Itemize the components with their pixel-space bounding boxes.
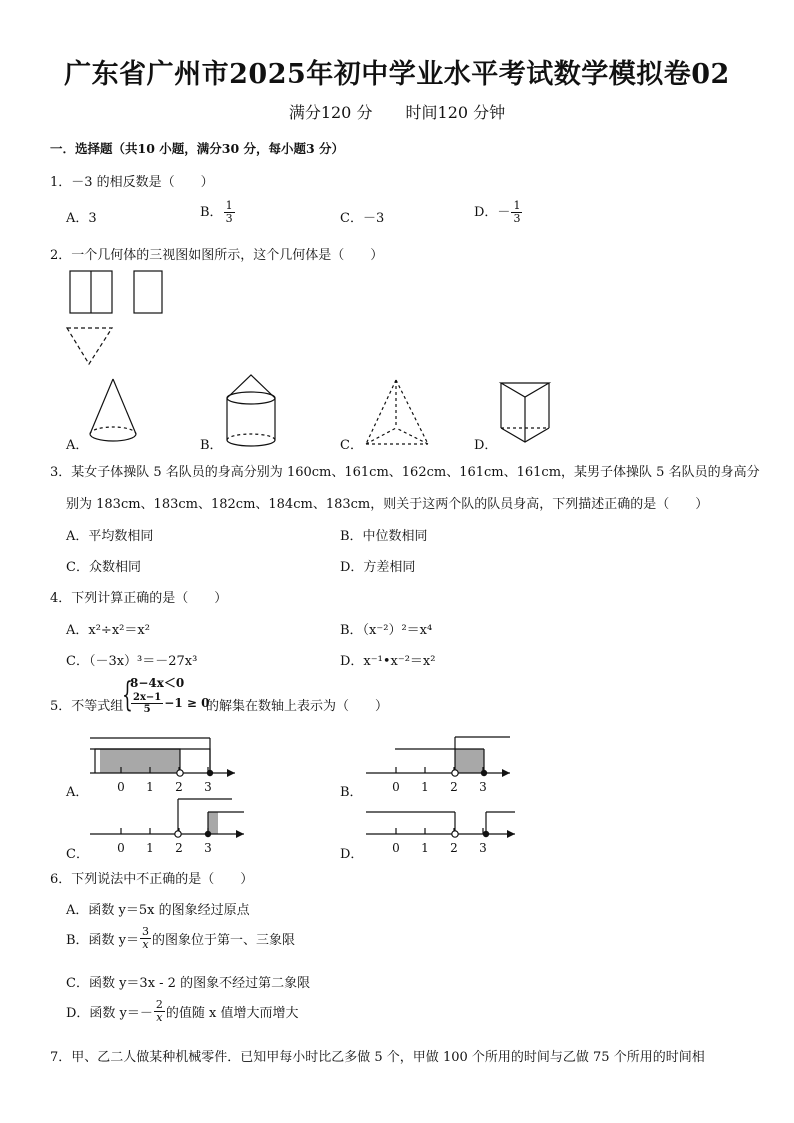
closed-endpoint bbox=[483, 831, 489, 837]
q3-option-b: B．中位数相同 bbox=[340, 529, 428, 544]
full-score: 满分120 分 bbox=[288, 103, 373, 122]
tick-label: 3 bbox=[479, 841, 487, 855]
shaded-region bbox=[455, 749, 484, 773]
arrow-head bbox=[236, 830, 244, 838]
q1-option-b: B． $\frac{1}{3}$ bbox=[200, 199, 233, 225]
q3-option-d: D．方差相同 bbox=[340, 560, 416, 575]
q6-option-a: A．函数 y＝5x 的图象经过原点 bbox=[66, 903, 250, 918]
question-7-line1: 7．甲、乙二人做某种机械零件．已知甲每小时比乙多做 5 个，甲做 100 个所用的时间与乙做 75 个所用的时间相 bbox=[50, 1050, 705, 1065]
tick-label: 1 bbox=[421, 780, 429, 794]
open-endpoint bbox=[175, 831, 181, 837]
q2-option-c: C． bbox=[340, 438, 363, 453]
tick-label: 0 bbox=[117, 780, 125, 794]
tick-label: 3 bbox=[204, 780, 212, 794]
q6-option-d: D．函数 y＝－ $\frac{2}{x}$ 的值随 x 值增大而增大 bbox=[66, 998, 299, 1024]
tick-label: 2 bbox=[450, 780, 458, 794]
q5-option-b: B． bbox=[340, 785, 363, 800]
q2-option-b: B． bbox=[200, 438, 223, 453]
question-5-stem-post: 的解集在数轴上表示为（ ） bbox=[206, 699, 389, 714]
q1-option-c: C．－3 bbox=[340, 211, 385, 226]
q3-option-c: C．众数相同 bbox=[66, 560, 141, 575]
q5-option-c: C． bbox=[66, 847, 89, 862]
q6-option-b: B．函数 y＝ $\frac{3}{x}$ 的图象位于第一、三象限 bbox=[66, 925, 296, 951]
tick-label: 1 bbox=[421, 841, 429, 855]
q1-option-a: A．3 bbox=[66, 211, 97, 226]
closed-endpoint bbox=[207, 770, 213, 776]
tick-label: 0 bbox=[117, 841, 125, 855]
inequality-1: 8−4x＜0 bbox=[130, 676, 185, 690]
brace: { bbox=[122, 675, 133, 715]
closed-endpoint bbox=[205, 831, 211, 837]
q5-option-d: D． bbox=[340, 847, 364, 862]
section-heading: 一．选择题（共10 小题，满分30 分，每小题3 分） bbox=[50, 141, 345, 156]
q3-option-a: A．平均数相同 bbox=[66, 529, 154, 544]
page-title: 广东省广州市2025年初中学业水平考试数学模拟卷02 bbox=[64, 59, 730, 90]
question-3-line1: 3．某女子体操队 5 名队员的身高分别为 160cm、161cm、162cm、161cm、161cm，某男子体操队 5 名队员的身高分 bbox=[50, 465, 760, 480]
time-limit: 时间120 分钟 bbox=[405, 103, 506, 122]
q2-option-a: A． bbox=[66, 438, 89, 453]
tick-label: 3 bbox=[479, 780, 487, 794]
q4-option-c: C．（－3x）³＝－27x³ bbox=[66, 654, 198, 669]
open-endpoint bbox=[177, 770, 183, 776]
shaded-region bbox=[208, 812, 218, 834]
q5-option-a: A． bbox=[66, 785, 89, 800]
tick-label: 0 bbox=[392, 780, 400, 794]
question-2-stem: 2．一个几何体的三视图如图所示，这个几何体是（ ） bbox=[50, 248, 384, 263]
tick-label: 2 bbox=[175, 780, 183, 794]
q4-option-a: A．x²÷x²＝x² bbox=[66, 623, 150, 638]
tick-label: 1 bbox=[146, 780, 154, 794]
arrow-head bbox=[502, 769, 510, 777]
question-5-stem-pre: 5．不等式组 bbox=[50, 699, 124, 714]
question-4-stem: 4．下列计算正确的是（ ） bbox=[50, 591, 228, 606]
question-1-stem: 1．－3 的相反数是（ ） bbox=[50, 175, 214, 190]
q6-option-c: C．函数 y＝3x - 2 的图象不经过第二象限 bbox=[66, 976, 311, 991]
shaded-region bbox=[100, 749, 180, 773]
q1-option-d: D．－ $\frac{1}{3}$ bbox=[474, 199, 521, 225]
tick-label: 1 bbox=[146, 841, 154, 855]
q2-option-d: D． bbox=[474, 438, 498, 453]
question-6-stem: 6．下列说法中不正确的是（ ） bbox=[50, 872, 254, 887]
tick-label: 0 bbox=[392, 841, 400, 855]
open-endpoint bbox=[452, 770, 458, 776]
open-endpoint bbox=[452, 831, 458, 837]
tick-label: 2 bbox=[450, 841, 458, 855]
closed-endpoint bbox=[481, 770, 487, 776]
tick-label: 2 bbox=[175, 841, 183, 855]
arrow-head bbox=[507, 830, 515, 838]
q4-option-b: B．（x⁻²）²＝x⁴ bbox=[340, 623, 433, 638]
question-3-line2: 别为 183cm、183cm、182cm、184cm、183cm，则关于这两个队的队员身高，下列描述正确的是（ ） bbox=[66, 497, 709, 512]
inequality-2: $\frac{2x-1}{5}$ −1 ≥ 0 bbox=[133, 692, 210, 715]
arrow-head bbox=[227, 769, 235, 777]
tick-label: 3 bbox=[204, 841, 212, 855]
q4-option-d: D．x⁻¹•x⁻²＝x² bbox=[340, 654, 436, 669]
